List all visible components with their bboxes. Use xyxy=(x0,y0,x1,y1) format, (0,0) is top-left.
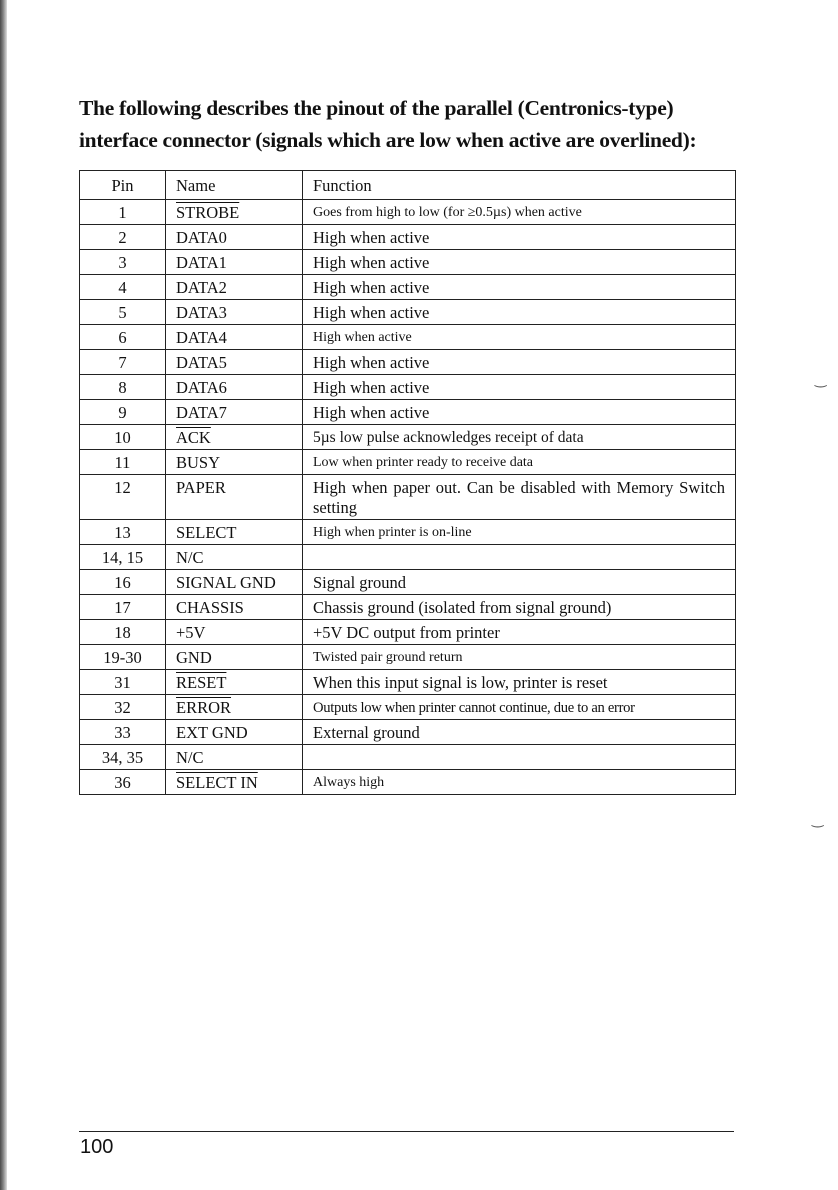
table-row xyxy=(80,670,736,695)
function-cell: High when active xyxy=(303,275,736,300)
pin-cell: 32 xyxy=(80,695,166,720)
function-cell: Chassis ground (isolated from signal ground) xyxy=(303,595,736,620)
signal-name-cell: PAPER xyxy=(166,475,303,520)
table-row xyxy=(80,250,736,275)
pin-cell: 5 xyxy=(80,300,166,325)
function-cell: Always high xyxy=(303,770,736,795)
signal-name-cell: DATA4 xyxy=(166,325,303,350)
table-row xyxy=(80,425,736,450)
signal-name-cell: SELECT xyxy=(166,520,303,545)
pin-cell: 4 xyxy=(80,275,166,300)
table-row xyxy=(80,275,736,300)
signal-name-cell: DATA6 xyxy=(166,375,303,400)
function-cell: High when paper out. Can be disabled with Memory Switch setting xyxy=(303,475,736,520)
pinout-table xyxy=(79,170,736,795)
table-row xyxy=(80,200,736,225)
pin-cell: 18 xyxy=(80,620,166,645)
scan-speck: ‿ xyxy=(815,372,827,388)
signal-name-cell: GND xyxy=(166,645,303,670)
table-row xyxy=(80,475,736,520)
signal-name-cell: EXT GND xyxy=(166,720,303,745)
signal-name-cell: STROBE xyxy=(166,200,303,225)
pin-cell: 12 xyxy=(80,475,166,520)
pin-cell: 19-30 xyxy=(80,645,166,670)
signal-name-cell: RESET xyxy=(166,670,303,695)
table-row xyxy=(80,450,736,475)
intro-paragraph: The following describes the pinout of the parallel (Centronics-type) interface connector (signals which are low when active are overlined): xyxy=(79,96,697,152)
scan-speck: ‿ xyxy=(812,812,824,828)
signal-name-cell: DATA0 xyxy=(166,225,303,250)
table-row xyxy=(80,400,736,425)
signal-name-cell: DATA5 xyxy=(166,350,303,375)
function-cell: High when active xyxy=(303,300,736,325)
table-row xyxy=(80,545,736,570)
table-row xyxy=(80,595,736,620)
function-cell: High when printer is on-line xyxy=(303,520,736,545)
pin-cell: 14, 15 xyxy=(80,545,166,570)
signal-name-cell: N/C xyxy=(166,745,303,770)
table-row xyxy=(80,325,736,350)
table-row xyxy=(80,770,736,795)
table-row xyxy=(80,300,736,325)
function-cell: +5V DC output from printer xyxy=(303,620,736,645)
function-cell: When this input signal is low, printer is reset xyxy=(303,670,736,695)
pin-cell: 3 xyxy=(80,250,166,275)
function-cell: External ground xyxy=(303,720,736,745)
signal-name-cell: +5V xyxy=(166,620,303,645)
table-row xyxy=(80,695,736,720)
signal-name-cell: BUSY xyxy=(166,450,303,475)
function-cell: High when active xyxy=(303,400,736,425)
function-cell: High when active xyxy=(303,225,736,250)
pin-cell: 16 xyxy=(80,570,166,595)
function-cell: High when active xyxy=(303,325,736,350)
table-row xyxy=(80,720,736,745)
function-cell: High when active xyxy=(303,375,736,400)
function-cell: High when active xyxy=(303,250,736,275)
header-function: Function xyxy=(303,171,736,200)
table-row xyxy=(80,745,736,770)
function-cell: High when active xyxy=(303,350,736,375)
pin-cell: 31 xyxy=(80,670,166,695)
pin-cell: 8 xyxy=(80,375,166,400)
pin-cell: 33 xyxy=(80,720,166,745)
page-number: 100 xyxy=(80,1136,114,1158)
pin-cell: 36 xyxy=(80,770,166,795)
function-cell: 5µs low pulse acknowledges receipt of data xyxy=(303,425,736,450)
function-cell xyxy=(303,545,736,570)
pin-cell: 1 xyxy=(80,200,166,225)
header-pin: Pin xyxy=(80,171,166,200)
function-cell xyxy=(303,745,736,770)
pin-cell: 17 xyxy=(80,595,166,620)
function-cell: Goes from high to low (for ≥0.5µs) when active xyxy=(303,200,736,225)
pin-cell: 10 xyxy=(80,425,166,450)
table-header-row xyxy=(80,171,736,200)
pin-cell: 9 xyxy=(80,400,166,425)
table-row xyxy=(80,350,736,375)
table-row xyxy=(80,570,736,595)
function-cell: Low when printer ready to receive data xyxy=(303,450,736,475)
signal-name-cell: SELECT IN xyxy=(166,770,303,795)
pin-cell: 11 xyxy=(80,450,166,475)
signal-name-cell: DATA3 xyxy=(166,300,303,325)
signal-name-cell: ERROR xyxy=(166,695,303,720)
function-cell: Outputs low when printer cannot continue, due to an error xyxy=(303,695,736,720)
pin-cell: 34, 35 xyxy=(80,745,166,770)
pin-cell: 13 xyxy=(80,520,166,545)
pin-cell: 6 xyxy=(80,325,166,350)
scan-edge xyxy=(0,0,7,1190)
function-cell: Twisted pair ground return xyxy=(303,645,736,670)
table-row xyxy=(80,620,736,645)
table-row xyxy=(80,645,736,670)
table-row xyxy=(80,225,736,250)
signal-name-cell: SIGNAL GND xyxy=(166,570,303,595)
signal-name-cell: CHASSIS xyxy=(166,595,303,620)
table-row xyxy=(80,520,736,545)
pin-cell: 7 xyxy=(80,350,166,375)
pin-cell: 2 xyxy=(80,225,166,250)
signal-name-cell: DATA1 xyxy=(166,250,303,275)
signal-name-cell: $\overline{ACK}$ xyxy=(166,425,303,450)
function-cell: Signal ground xyxy=(303,570,736,595)
signal-name-cell: DATA2 xyxy=(166,275,303,300)
signal-name-cell: DATA7 xyxy=(166,400,303,425)
table-row xyxy=(80,375,736,400)
signal-name-cell: N/C xyxy=(166,545,303,570)
footer-rule xyxy=(79,1131,734,1132)
header-name: Name xyxy=(166,171,303,200)
